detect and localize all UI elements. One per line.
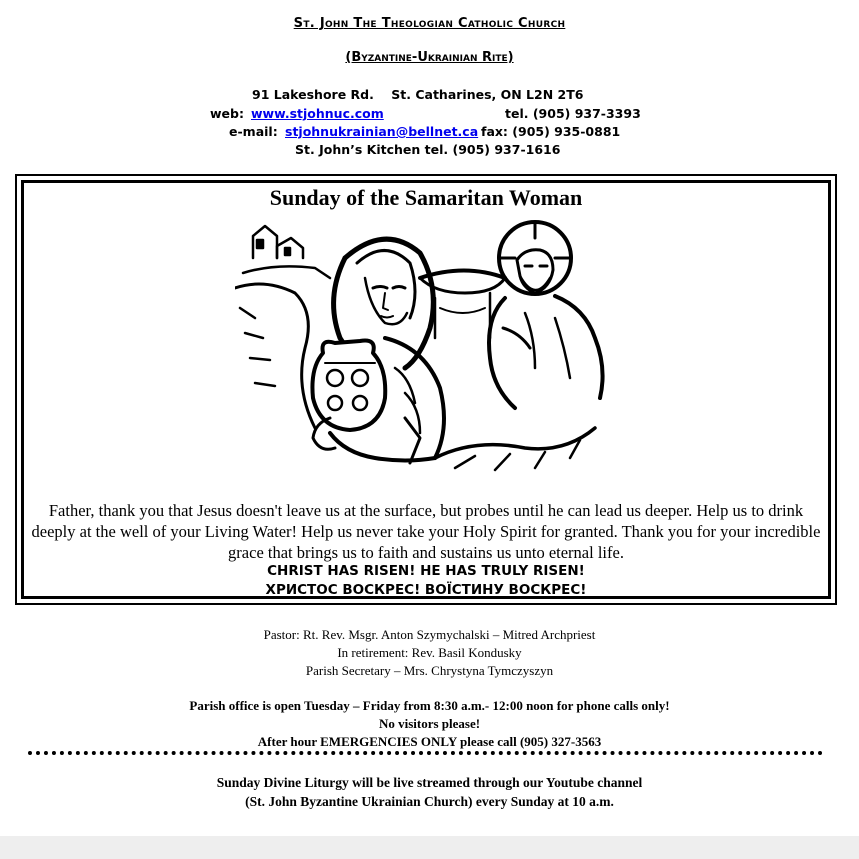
- page-bottom-band: [0, 836, 859, 859]
- dotted-divider: [28, 751, 823, 755]
- email-label: e-mail:: [229, 124, 278, 139]
- secretary-line: Parish Secretary – Mrs. Chrystyna Tymczyszyn: [305, 663, 554, 678]
- emergency-contact: After hour EMERGENCIES ONLY please call (905) 327-3563: [257, 734, 602, 749]
- sunday-title: Sunday of the Samaritan Woman: [269, 185, 583, 210]
- website-link[interactable]: www.stjohnuc.com: [251, 106, 384, 121]
- livestream-line-1: Sunday Divine Liturgy will be live streamed through our Youtube channel: [216, 775, 643, 790]
- web-label: web:: [210, 106, 244, 121]
- address: 91 Lakeshore Rd. St. Catharines, ON L2N 2T6: [252, 87, 584, 102]
- easter-greeting-ukrainian: ХРИСТОС ВОСКРЕС! ВОЇСТИНУ ВОСКРЕС!: [265, 582, 587, 598]
- retirement-line: In retirement: Rev. Basil Kondusky: [337, 645, 522, 660]
- prayer-text: Father, thank you that Jesus doesn't leave us at the surface, but probes until he can lead us deeper. Help us to drink deeply at the well of your Living Water! Help us never take your Holy Spirit for granted. Thank you for your incredible grace that brings us to faith and sustains us unto eternal life.: [31, 501, 821, 562]
- rite-subtitle: (Byzantine-Ukrainian Rite): [345, 50, 514, 65]
- pastor-line: Pastor: Rt. Rev. Msgr. Anton Szymychalski – Mitred Archpriest: [263, 627, 596, 642]
- office-hours: Parish office is open Tuesday – Friday from 8:30 a.m.- 12:00 noon for phone calls only!: [189, 698, 670, 713]
- kitchen-tel: St. John’s Kitchen tel. (905) 937-1616: [295, 142, 561, 157]
- tel: tel. (905) 937-3393: [505, 106, 641, 121]
- samaritan-woman-icon: [235, 218, 615, 480]
- livestream-line-2: (St. John Byzantine Ukrainian Church) every Sunday at 10 a.m.: [245, 794, 614, 809]
- fax: fax: (905) 935-0881: [481, 124, 621, 139]
- email-link[interactable]: stjohnukrainian@bellnet.ca: [285, 124, 479, 139]
- no-visitors: No visitors please!: [378, 716, 481, 731]
- easter-greeting-english: CHRIST HAS RISEN! HE HAS TRULY RISEN!: [267, 563, 585, 579]
- church-name: St. John The Theologian Catholic Church: [293, 16, 566, 31]
